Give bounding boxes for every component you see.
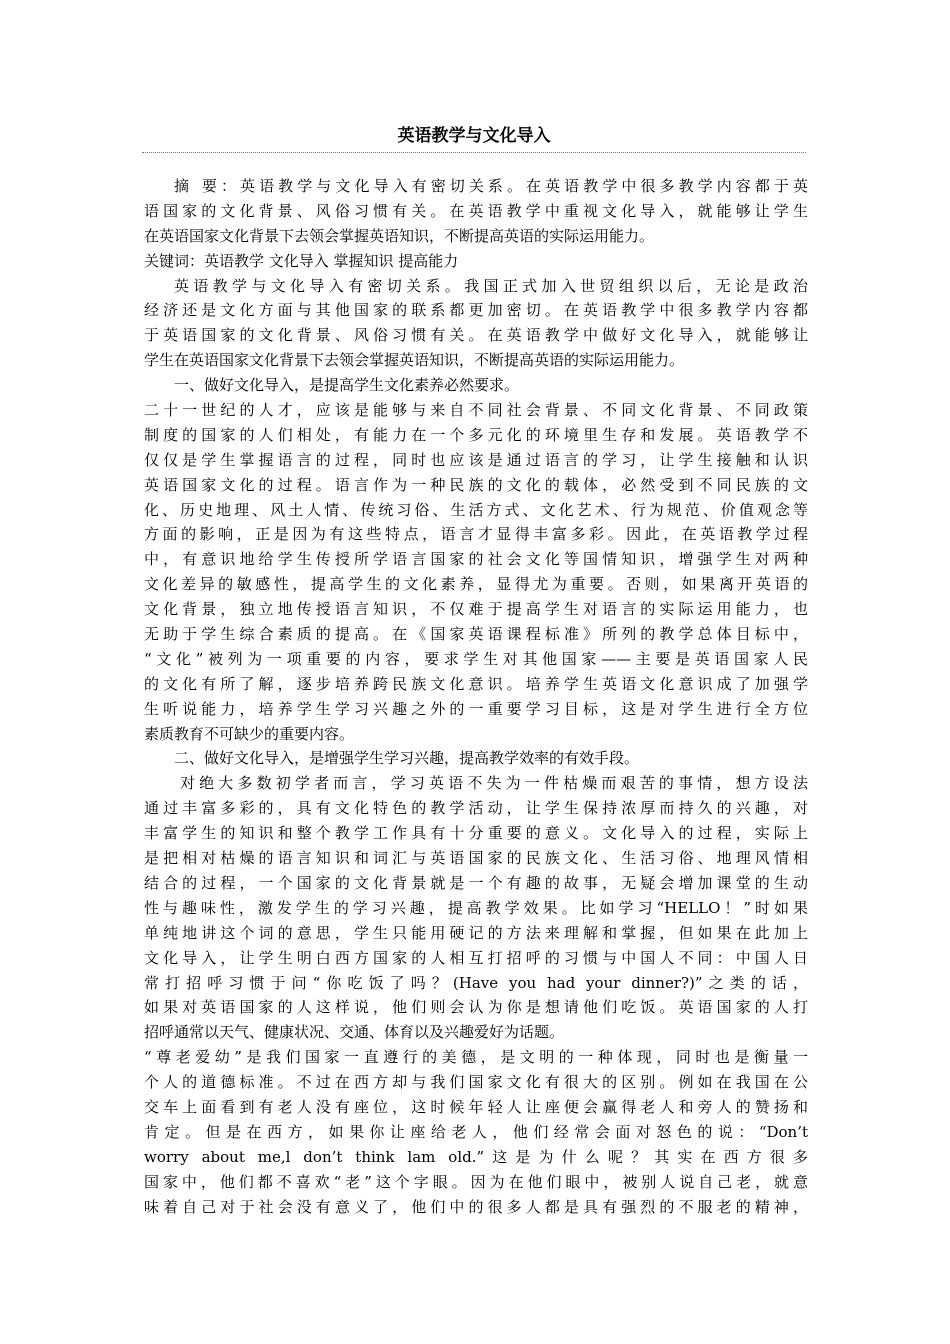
text-line: 交车上面看到有老人没有座位，这时候年轻人让座便会赢得老人和旁人的赞扬和: [144, 1097, 808, 1116]
text-line: 如果对英语国家的人这样说，他们则会认为你是想请他们吃饭。英语国家的人打: [144, 998, 808, 1017]
document-body: [144, 174, 808, 1219]
text-line: 无助于学生综合素质的提高。在《国家英语课程标准》所列的教学总体目标中，: [144, 625, 808, 644]
text-line: 生听说能力，培养学生学习兴趣之外的一重要学习目标，这是对学生进行全方位: [144, 699, 808, 718]
text-line: 招呼通常以天气、健康状况、交通、体育以及兴趣爱好为话题。: [144, 1023, 565, 1042]
text-line: 经济还是文化方面与其他国家的联系都更加密切。在英语教学中很多教学内容都: [144, 301, 808, 320]
text-line: 在英语国家文化背景下去领会掌握英语知识，不断提高英语的实际运用能力。: [144, 226, 655, 245]
text-line: 味着自己对于社会没有意义了，他们中的很多人都是具有强烈的不服老的精神，: [144, 1197, 808, 1216]
text-line: 丰富学生的知识和整个教学工作具有十分重要的意义。文化导入的过程，实际上: [144, 824, 808, 843]
text-line: 英语国家文化的过程。语言作为一种民族的文化的载体，必然受到不同民族的文: [144, 475, 808, 494]
text-line: 关键词：英语教学 文化导入 掌握知识 提高能力: [144, 251, 459, 270]
text-line: 结合的过程，一个国家的文化背景就是一个有趣的故事，无疑会增加课堂的生动: [144, 873, 808, 892]
text-line: 学生在英语国家文化背景下去领会掌握英语知识，不断提高英语的实际运用能力。: [144, 351, 685, 370]
text-line: 中，有意识地给学生传授所学语言国家的社会文化等国情知识，增强学生对两种: [144, 550, 808, 569]
text-line: 二十一世纪的人才，应该是能够与来自不同社会背景、不同文化背景、不同政策: [144, 401, 808, 420]
text-line: 通过丰富多彩的，具有文化特色的教学活动，让学生保持浓厚而持久的兴趣，对: [144, 799, 808, 818]
text-line: 一、做好文化导入，是提高学生文化素养必然要求。: [174, 376, 520, 395]
text-line: 对绝大多数初学者而言，学习英语不失为一件枯燥而艰苦的事情，想方设法: [180, 774, 808, 793]
text-line: “尊老爱幼”是我们国家一直遵行的美德，是文明的一种体现，同时也是衡量一: [144, 1048, 808, 1067]
text-line: 文化导入，让学生明白西方国家的人相互打招呼的习惯与中国人不同：中国人日: [144, 948, 808, 967]
text-line: 单纯地讲这个词的意思，学生只能用硬记的方法来理解和掌握，但如果在此加上: [144, 923, 808, 942]
text-line: 文化差异的敏感性，提高学生的文化素养，显得尤为重要。否则，如果离开英语的: [144, 575, 808, 594]
text-line: 常打招呼习惯于问“你吃饭了吗？(Have you had your dinner?)”之类的话，: [144, 973, 808, 992]
text-line: 化、历史地理、风土人情、传统习俗、生活方式、文化艺术、行为规范、价值观念等: [144, 500, 808, 519]
text-line: 性与趣味性，激发学生的学习兴趣，提高教学效果。比如学习“HELLO！”时如果: [144, 898, 808, 917]
text-line: 文化背景，独立地传授语言知识，不仅难于提高学生对语言的实际运用能力，也: [144, 600, 808, 619]
text-line: 方面的影响，正是因为有这些特点，语言才显得丰富多彩。因此，在英语教学过程: [144, 525, 808, 544]
page-title: 英语教学与文化导入: [397, 126, 551, 146]
text-line: 制度的国家的人们相处，有能力在一个多元化的环境里生存和发展。英语教学不: [144, 425, 808, 444]
text-line: worry about me,l don’t think lam old.”这是为什么呢？其实在西方很多: [144, 1147, 808, 1166]
text-line: 个人的道德标准。不过在西方却与我们国家文化有很大的区别。例如在我国在公: [144, 1073, 808, 1092]
text-line: 二、做好文化导入，是增强学生学习兴趣，提高教学效率的有效手段。: [174, 749, 640, 768]
text-line: 语国家的文化背景、风俗习惯有关。在英语教学中重视文化导入，就能够让学生: [144, 201, 808, 220]
text-line: 素质教育不可缺少的重要内容。: [144, 724, 355, 743]
title-rule: [142, 122, 806, 153]
text-line: 肯定。但是在西方，如果你让座给老人，他们经常会面对怒色的说：“Don’t: [144, 1122, 808, 1141]
text-line: 英语教学与文化导入有密切关系。我国正式加入世贸组织以后，无论是政治: [174, 276, 808, 295]
text-line: 是把相对枯燥的语言知识和词汇与英语国家的民族文化、生活习俗、地理风情相: [144, 849, 808, 868]
text-line: 仅仅是学生掌握语言的过程，同时也应该是通过语言的学习，让学生接触和认识: [144, 450, 808, 469]
text-line: 于英语国家的文化背景、风俗习惯有关。在英语教学中做好文化导入，就能够让: [144, 326, 808, 345]
text-line: 的文化有所了解，逐步培养跨民族文化意识。培养学生英语文化意识成了加强学: [144, 674, 808, 693]
text-line: 摘 要：英语教学与文化导入有密切关系。在英语教学中很多教学内容都于英: [174, 177, 808, 195]
text-line: “文化”被列为一项重要的内容，要求学生对其他国家——主要是英语国家人民: [144, 649, 808, 668]
text-line: 国家中，他们都不喜欢“老”这个字眼。因为在他们眼中，被别人说自己老，就意: [144, 1172, 808, 1191]
